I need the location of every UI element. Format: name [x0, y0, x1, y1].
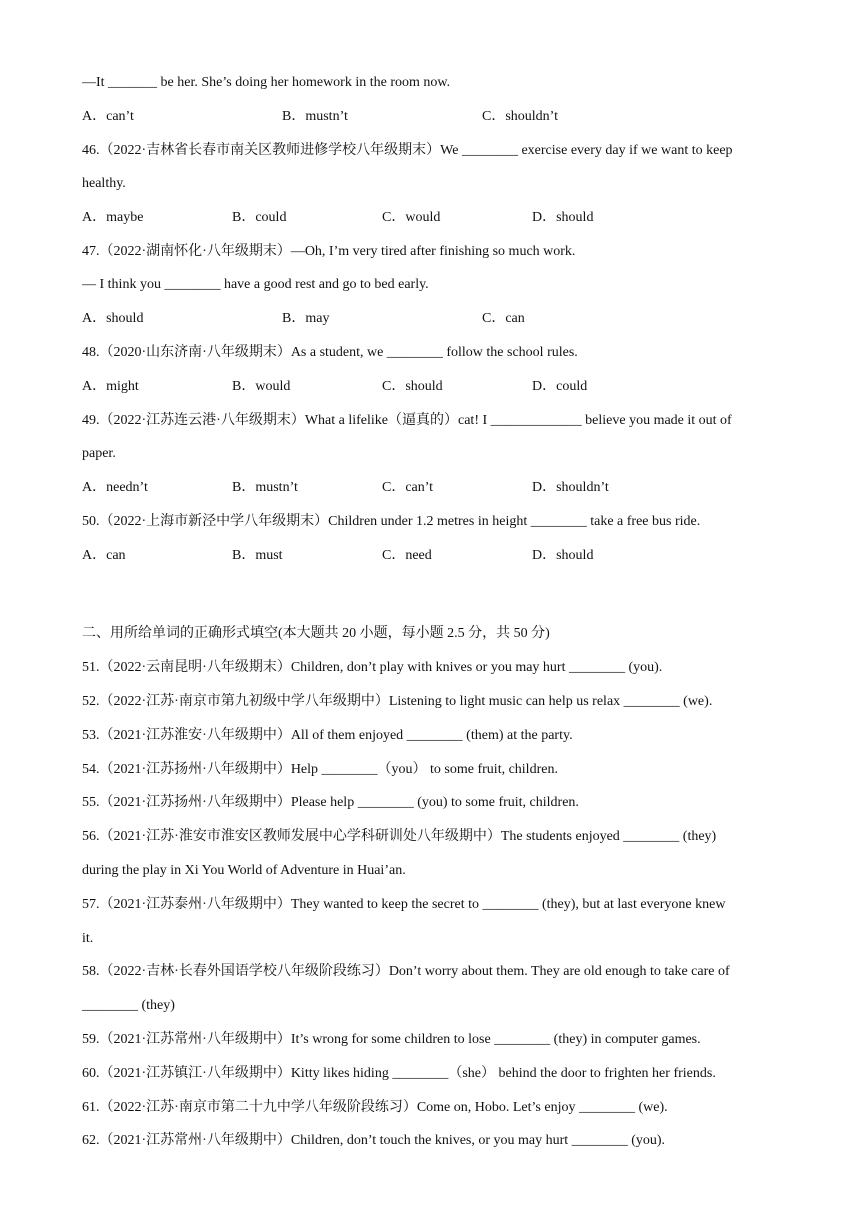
- question-62-text: 62.（2021·江苏常州·八年级期中）Children, don’t touch the knives, or you may hurt ________ (you).: [82, 1133, 666, 1148]
- question-50-options: [82, 546, 790, 566]
- question-51-text: 51.（2022·云南昆明·八年级期末）Children, don’t play with knives or you may hurt ________ (you).: [82, 660, 663, 675]
- question-58-text: 58.（2022·吉林·长春外国语学校八年级阶段练习）Don’t worry about them. They are old enough to take care of: [82, 964, 730, 979]
- question-46-options: [82, 208, 790, 228]
- option-c: C．shouldn’t: [482, 109, 558, 124]
- option-a: A．can: [82, 548, 126, 563]
- option-a: A．should: [82, 311, 144, 326]
- question-54-text: 54.（2021·江苏扬州·八年级期中）Help ________（you） to some fruit, children.: [82, 762, 558, 777]
- question-55-text: 55.（2021·江苏扬州·八年级期中）Please help ________ (you) to some fruit, children.: [82, 795, 579, 810]
- option-d: D．should: [532, 548, 594, 563]
- question-47-options: [82, 309, 790, 329]
- option-d: D．should: [532, 210, 594, 225]
- question-61-text: 61.（2022·江苏·南京市第二十九中学八年级阶段练习）Come on, Hobo. Let’s enjoy ________ (we).: [82, 1100, 668, 1115]
- option-c: C．should: [382, 379, 443, 394]
- option-b: B．would: [232, 379, 291, 394]
- question-46-text: 46.（2022·吉林省长春市南关区教师进修学校八年级期末）We ________ exercise every day if we want to keep: [82, 143, 733, 158]
- option-c: C．can’t: [382, 480, 434, 495]
- option-b: B．mustn’t: [282, 109, 348, 124]
- question-60-text: 60.（2021·江苏镇江·八年级期中）Kitty likes hiding ________（she） behind the door to frighten her friends.: [82, 1066, 716, 1081]
- question-49-text-continued: paper.: [82, 446, 116, 461]
- question-47-text: 47.（2022·湖南怀化·八年级期末）—Oh, I’m very tired after finishing so much work.: [82, 244, 576, 259]
- question-57-text-continued: it.: [82, 931, 94, 946]
- question-57-text: 57.（2021·江苏泰州·八年级期中）They wanted to keep the secret to ________ (they), but at last everyone knew: [82, 897, 726, 912]
- question-48-options: [82, 377, 790, 397]
- option-b: B．must: [232, 548, 283, 563]
- question-48-text: 48.（2020·山东济南·八年级期末）As a student, we ________ follow the school rules.: [82, 345, 578, 360]
- option-b: B．mustn’t: [232, 480, 298, 495]
- question-49-options: [82, 478, 790, 498]
- option-d: D．shouldn’t: [532, 480, 609, 495]
- question-49-text: 49.（2022·江苏连云港·八年级期末）What a lifelike（逼真的）cat! I _____________ believe you made it out of: [82, 413, 732, 428]
- option-a: A．needn’t: [82, 480, 148, 495]
- section-heading: 二、用所给单词的正确形式填空(本大题共 20 小题，每小题 2.5 分，共 50 分): [82, 626, 550, 641]
- option-c: C．can: [482, 311, 525, 326]
- question-56-text-continued: during the play in Xi You World of Adventure in Huai’an.: [82, 863, 406, 878]
- question-50-text: 50.（2022·上海市新泾中学八年级期末）Children under 1.2 metres in height ________ take a free bus ride.: [82, 514, 701, 529]
- option-d: D．could: [532, 379, 588, 394]
- question-52-text: 52.（2022·江苏·南京市第九初级中学八年级期中）Listening to light music can help us relax ________ (we).: [82, 694, 713, 709]
- option-a: A．might: [82, 379, 139, 394]
- question-56-text: 56.（2021·江苏·淮安市淮安区教师发展中心学科研训处八年级期中）The students enjoyed ________ (they): [82, 829, 717, 844]
- option-b: B．could: [232, 210, 287, 225]
- question-59-text: 59.（2021·江苏常州·八年级期中）It’s wrong for some children to lose ________ (they) in computer games.: [82, 1032, 701, 1047]
- option-a: A．maybe: [82, 210, 144, 225]
- option-c: C．would: [382, 210, 441, 225]
- question-45-dialogue-line: —It _______ be her. She’s doing her homework in the room now.: [82, 75, 451, 90]
- question-53-text: 53.（2021·江苏淮安·八年级期中）All of them enjoyed ________ (them) at the party.: [82, 728, 573, 743]
- option-b: B．may: [282, 311, 330, 326]
- question-58-text-continued: ________ (they): [82, 998, 175, 1013]
- question-46-text-continued: healthy.: [82, 176, 126, 191]
- option-a: A．can’t: [82, 109, 134, 124]
- question-47-dialogue-line: — I think you ________ have a good rest and go to bed early.: [82, 277, 429, 292]
- option-c: C．need: [382, 548, 432, 563]
- question-45-options: [82, 107, 790, 127]
